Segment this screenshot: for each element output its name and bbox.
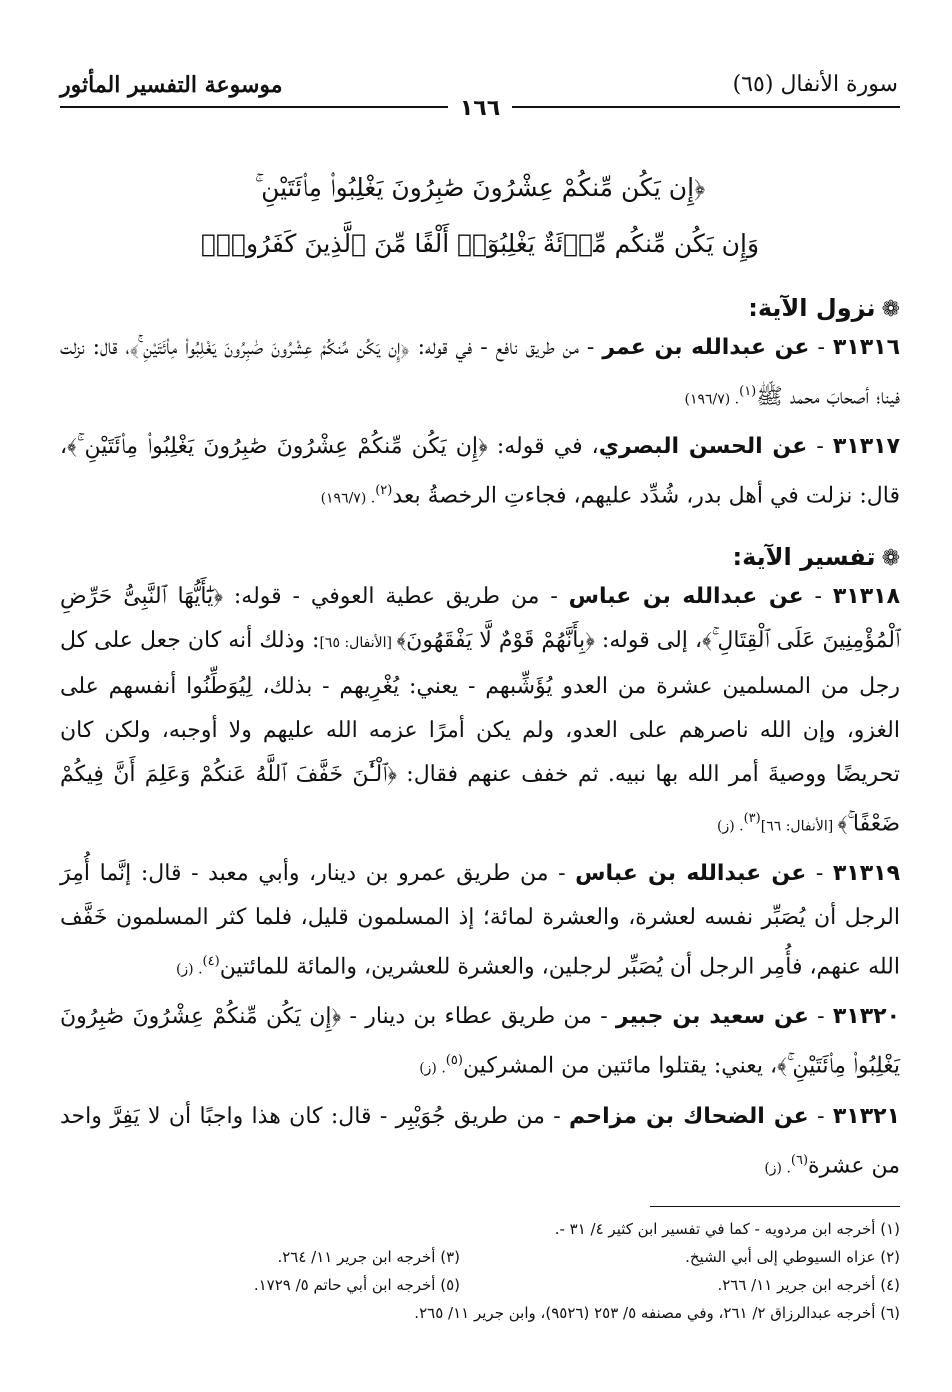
verse-line-2: وَإِن يَكُن مِّنكُم مِّا۟ئَةٌ يَغْلِبُوٓا۟ أَلْفًا مِّنَ ٱلَّذِينَ كَفَرُوا۟﴾ [200,229,760,258]
entry-31317: ٣١٣١٧ - عن الحسن البصري، في قوله: ﴿إِن يَكُن مِّنكُمْ عِشْرُونَ صَٰبِرُونَ يَغْلِبُوا۟ مِا۟ئَتَيْنِ ۚ﴾، قال: نزلت في أهل بدر، شُدِّد عليهم، فجاءتِ الرخصةُ بعد$^{(٢)}$. (١٩٦/٧) [60,434,901,509]
footnote-ref: (١) [739,384,757,399]
footnote-6: (٦) أخرجه عبدالرزاق ٢/ ٢٦١، وفي مصنفه ٥/ ٢٥٣ (٩٥٢٦)، وابن جرير ١١/ ٢٦٥. [414,1303,900,1322]
footnote-3: (٣) أخرجه ابن جرير ١١/ ٢٦٤. [277,1247,460,1266]
page [60,60,900,1327]
verse-line-1: ﴿إِن يَكُن مِّنكُمْ عِشْرُونَ صَٰبِرُونَ يَغْلِبُوا۟ مِا۟ئَتَيْنِ ۚ [254,173,706,202]
footnote-1: (١) أخرجه ابن مردويه - كما في تفسير ابن كثير ٤/ ٣١ -. [554,1219,900,1238]
flower-icon: ❁ [881,545,900,571]
footnote-separator [650,1206,900,1207]
entry-31320: ٣١٣٢٠ - عن سعيد بن جبير - من طريق عطاء بن دينار - ﴿إِن يَكُن مِّنكُمْ عِشْرُونَ صَٰبِرُونَ يَغْلِبُوا۟ مِا۟ئَتَيْنِ ۚ﴾، يعني: يقتلوا مائتين من المشركين$^{(٥)}$. (ز) [60,1004,900,1079]
page-header [60,60,900,130]
entry-31318: ٣١٣١٨ - عن عبدالله بن عباس - من طريق عطية العوفي - قوله: ﴿يَٰٓأَيُّهَا ٱلنَّبِىُّ حَرِّضِ ٱلْمُؤْمِنِينَ عَلَى ٱلْقِتَالِ ۚ﴾، إلى قوله: ﴿بِأَنَّهُمْ قَوْمٌ لَّا يَفْقَهُونَ﴾ [الأنفال: ٦٥]: وذلك أنه كان جعل على كل رجل من المسلمين عشرة من العدو يُؤَشِّبهم - يعني: يُغْرِيهم - بذلك، لِيُوَطِّنُوا أنفسهم على الغزو، وإن الله ناصرهم على العدو، ولم يكن أمرًا عزمه الله عليهم ولا أوجبه، ولكن كان تحريضًا ووصيةَ أمر الله بها نبيه. ثم خفف عنهم فقال: ﴿ٱلْـَٰٔنَ خَفَّفَ ٱللَّهُ عَنكُمْ وَعَلِمَ أَنَّ فِيكُمْ ضَعْفًا ۚ﴾ [الأنفال: ٦٦]$^{(٣)}$. (ز) [60,583,901,836]
section-heading-nuzul: ❁نزول الآية: [748,294,900,322]
footnote-ref: (٤) [202,953,220,969]
page-number: ١٦٦ [448,96,512,121]
footnote-ref: (٢) [375,483,393,499]
footnotes [60,1215,900,1327]
footnote-5: (٥) أخرجه ابن أبي حاتم ٥/ ١٧٢٩. [253,1275,460,1294]
footnote-ref: (٥) [445,1053,463,1069]
section-heading-tafsir: ❁تفسير الآية: [732,542,900,571]
book-title: موسوعة التفسير المأثور [60,72,283,98]
entry-31316: ٣١٣١٦ - عن عبدالله بن عمر - من طريق نافع - في قوله: ﴿إِن يَكُن مِّنكُمْ عِشْرُونَ صَٰبِرُونَ يَغْلِبُوا۟ مِا۟ئَتَيْنِ ۚ﴾، قال: نزلت فينا؛ أصحابَ محمد ﷺ$^{(١)}$. (١٩٦/٧) [60,335,900,410]
footnote-ref: (٣) [743,810,761,826]
flower-icon: ❁ [881,297,900,322]
footnote-ref: (٦) [790,1152,809,1168]
entry-31321: ٣١٣٢١ - عن الضحاك بن مزاحم - من طريق جُوَيْبِر - قال: كان هذا واجبًا أن لا يَفِرَّ واحد من عشرة$^{(٦)}$. (ز) [60,1103,901,1178]
verse-block [60,160,900,272]
entry-31319: ٣١٣١٩ - عن عبدالله بن عباس - من طريق عمرو بن دينار، وأبي معبد - قال: إنَّما أُمِرَ الرجل أن يُصَبِّر نفسه لعشرة، والعشرة لمائة؛ إذ المسلمون قليل، فلما كثر المسلمون خَفَّف الله عنهم، فأُمِر الرجل أن يُصَبِّر لرجلين، والعشرة للعشرين، والمائة للمائتين$^{(٤)}$. (ز) [60,860,900,980]
footnote-2: (٢) عزاه السيوطي إلى أبي الشيخ. [685,1247,900,1266]
surah-title: سورة الأنفال (٦٥) [732,72,898,97]
footnote-4: (٤) أخرجه ابن جرير ١١/ ٢٦٦. [717,1275,900,1294]
